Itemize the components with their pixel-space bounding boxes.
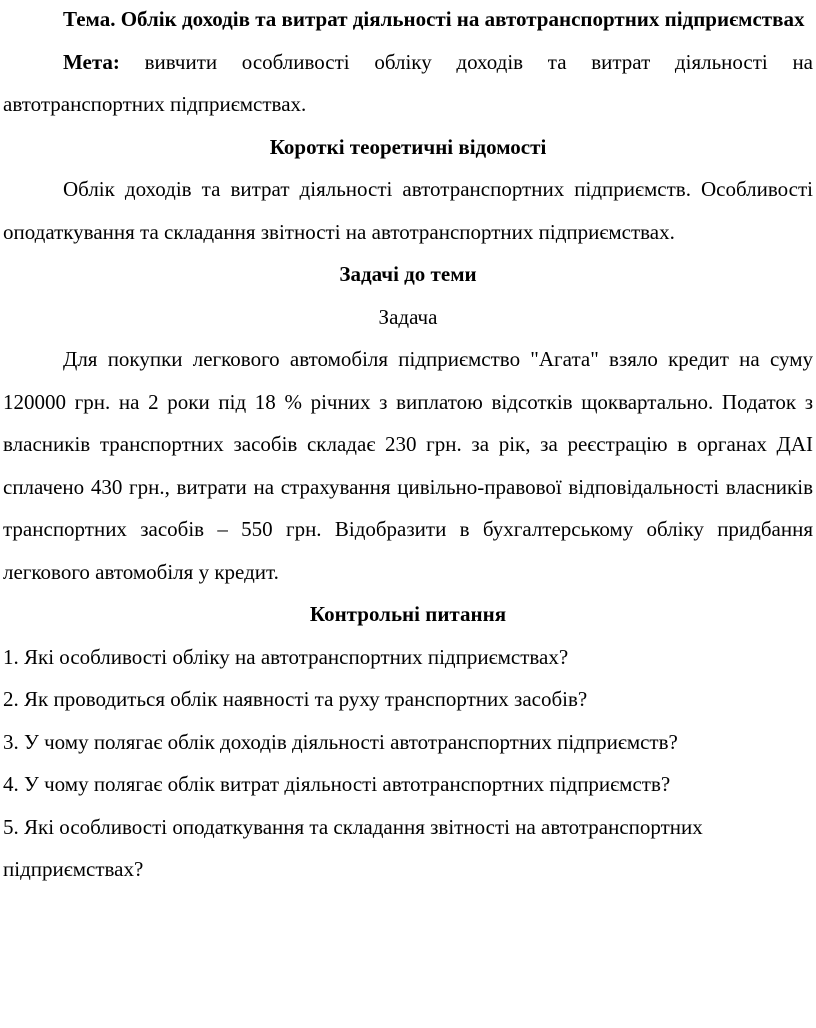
control-question-1: 1. Які особливості обліку на автотранспортних підприємствах?: [3, 644, 569, 669]
goal-paragraph: [3, 41, 813, 126]
control-question-5: 5. Які особливості оподаткування та складання звітності на автотранспортних підприємствах?: [3, 814, 703, 881]
task-text: Для покупки легкового автомобіля підприємство "Агата" взяло кредит на суму 120000 грн. на 2 роки під 18 % річних з виплатою відсотків щоквартально. Податок з власників транспортних засобів складає 230 грн. за рік, за реєстрацію в органах ДАІ сплачено 430 грн., витрати на страхування цивільно-правової відповідальності власників транспортних засобів – 550 грн. Відобразити в бухгалтерському обліку придбання легкового автомобіля у кредит.: [3, 347, 813, 584]
control-question-4: 4. У чому полягає облік витрат діяльності автотранспортних підприємств?: [3, 772, 671, 796]
theory-heading: Короткі теоретичні відомості: [269, 134, 547, 159]
control-question-2: 2. Як проводиться облік наявності та руху транспортних засобів?: [3, 687, 588, 711]
goal-label: Мета:: [63, 49, 120, 74]
control-question-3: 3. У чому полягає облік доходів діяльності автотранспортних підприємств?: [3, 729, 678, 754]
topic-paragraph: [3, 0, 813, 41]
tasks-heading: Задачі до теми: [339, 262, 477, 286]
task-subheading: Задача: [378, 304, 438, 329]
topic-text: Облік доходів та витрат діяльності на автотранспортних підприємствах: [120, 7, 805, 31]
control-heading: Контрольні питання: [309, 602, 507, 626]
goal-text: вивчити особливості обліку доходів та витрат діяльності на автотранспортних підприємствах.: [3, 49, 814, 116]
topic-label: Тема.: [63, 7, 116, 31]
theory-text: Облік доходів та витрат діяльності автотранспортних підприємств. Особливості оподаткування та складання звітності на автотранспортних підприємствах.: [3, 177, 813, 244]
